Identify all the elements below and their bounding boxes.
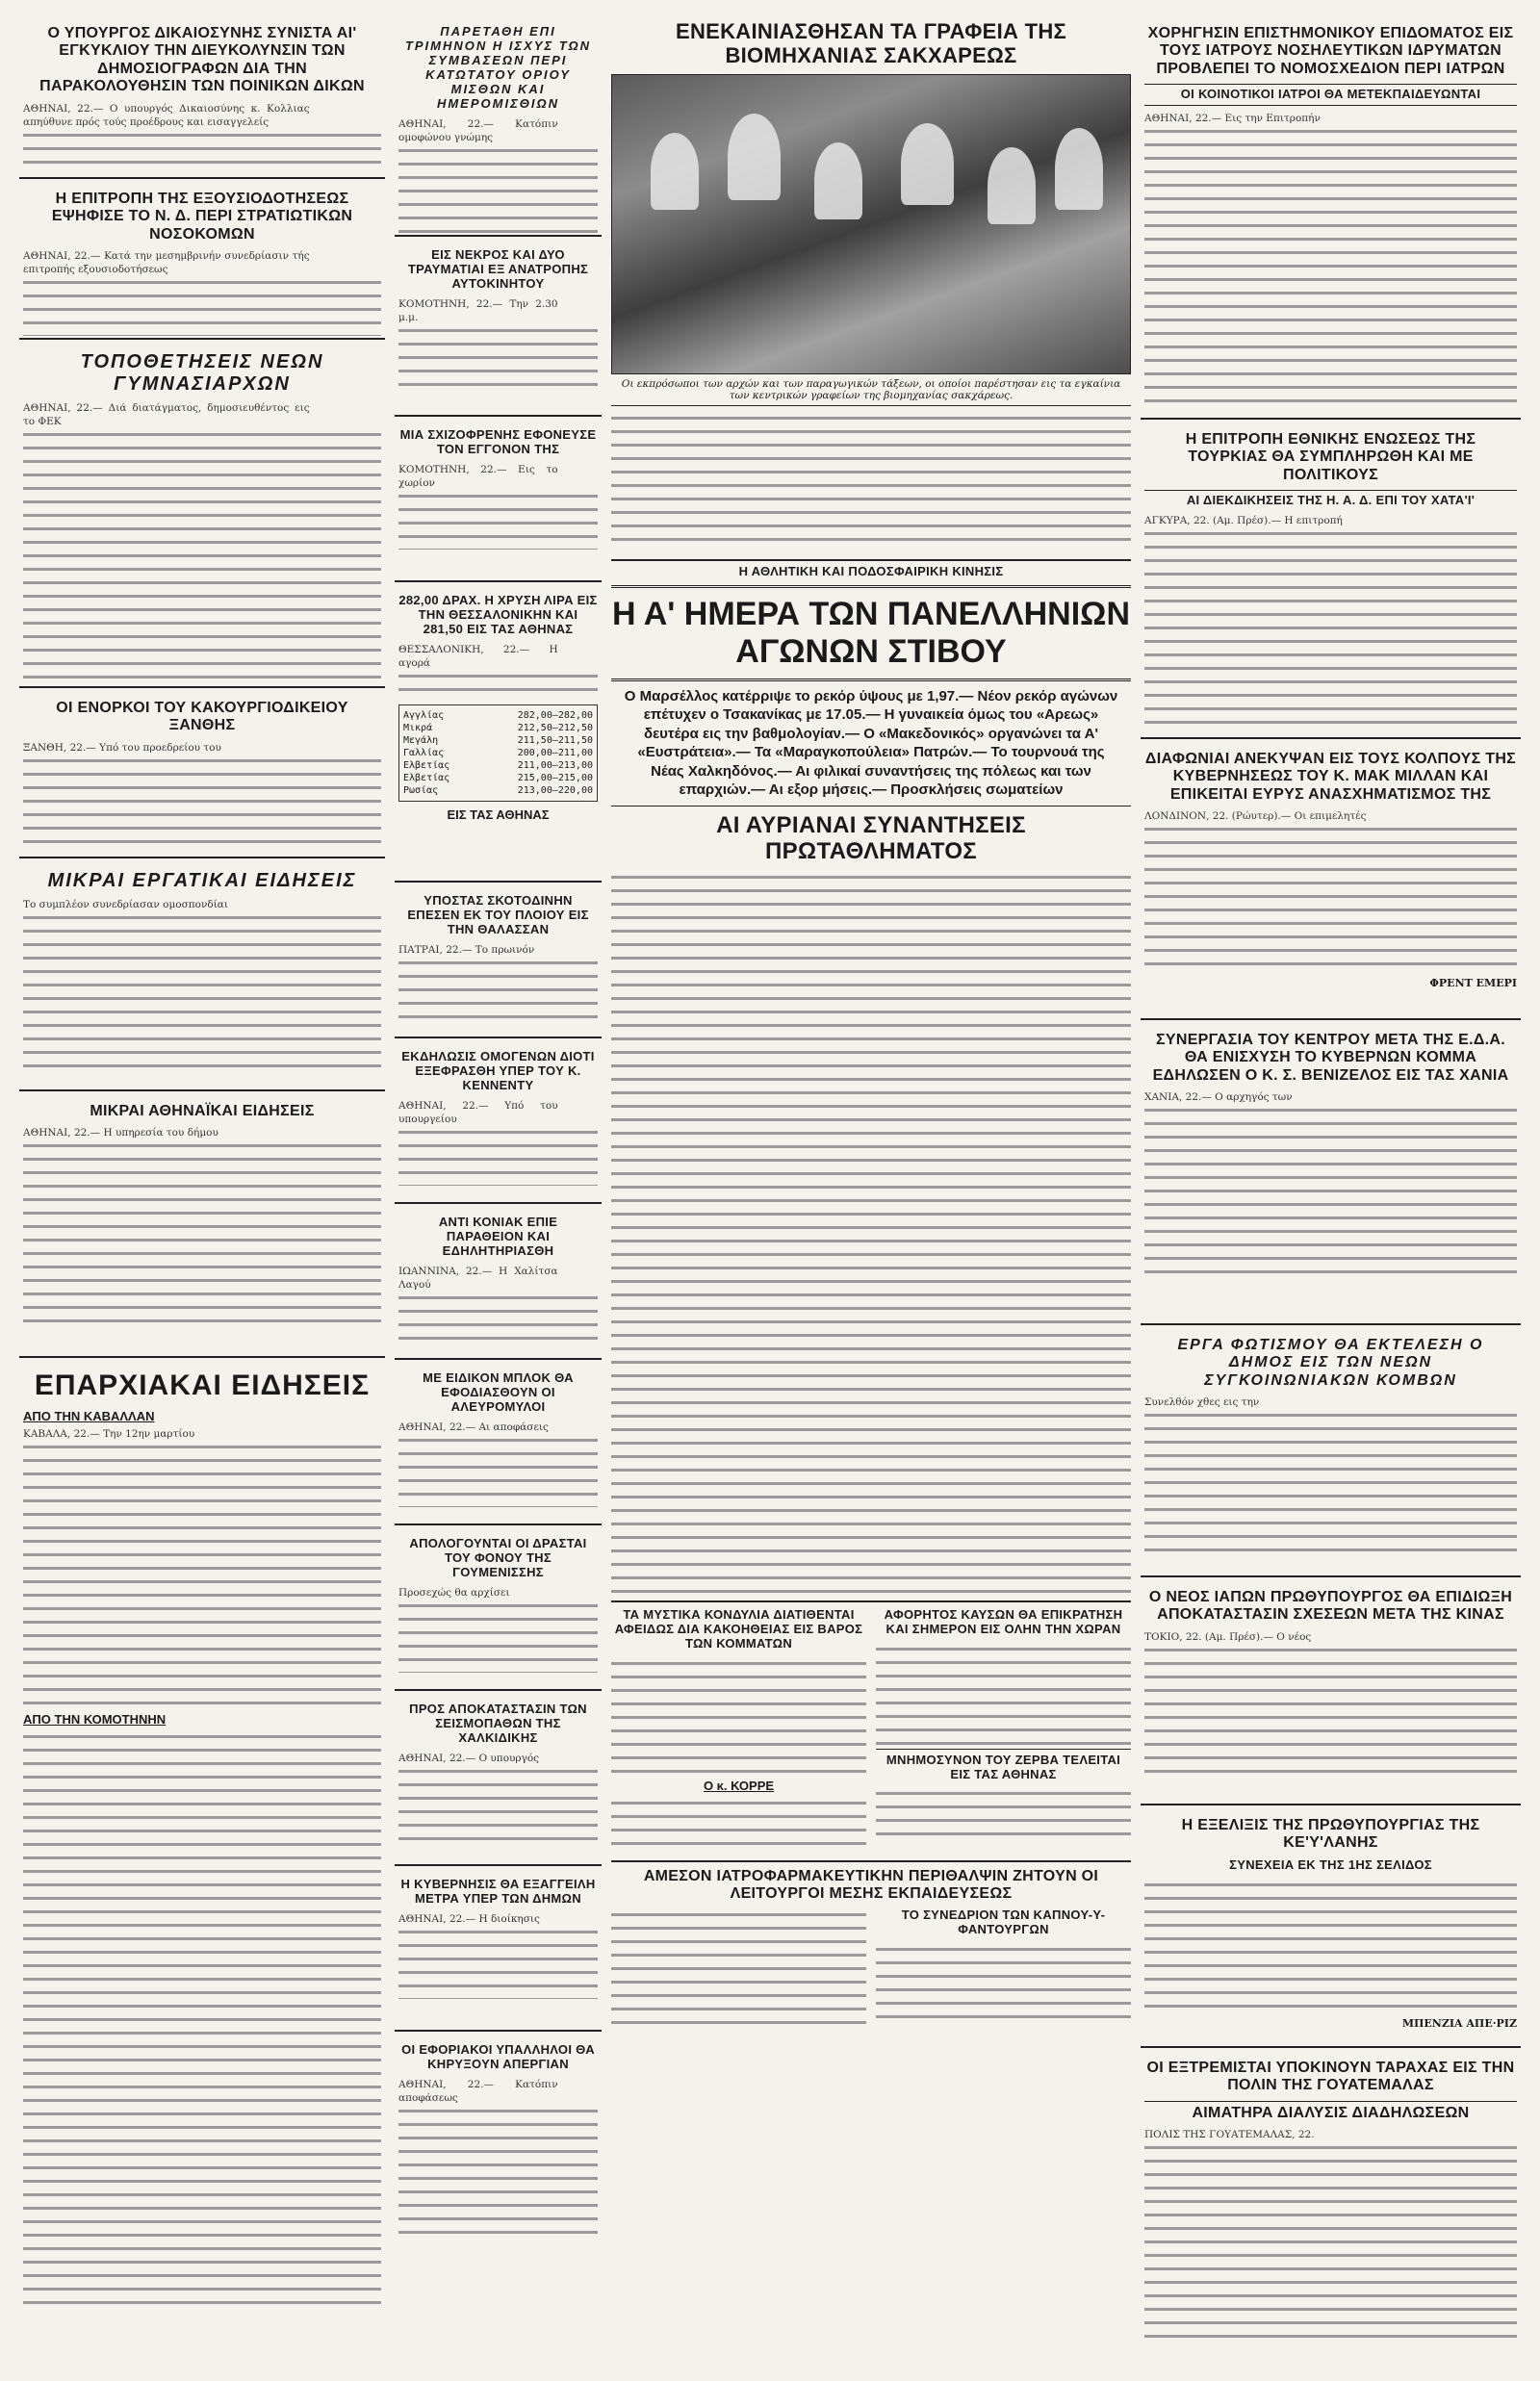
body-text: ΑΘΗΝΑΙ, 22.— Διά διατάγματος, δημοσιευθέντος εις το ΦΕΚ (23, 401, 381, 688)
article-macmillan (1141, 745, 1521, 1020)
subheadline: ΣΥΝΕΧΕΙΑ ΕΚ ΤΗΣ 1ΗΣ ΣΕΛΙΔΟΣ (1229, 1856, 1432, 1872)
price-value: 211,00—213,00 (517, 759, 593, 771)
headline: ΧΟΡΗΓΗΣΙΝ ΕΠΙΣΤΗΜΟΝΙΚΟΥ ΕΠΙΔΟΜΑΤΟΣ ΕΙΣ ΤΟΥΣ ΙΑΤΡΟΥΣ ΝΟΣΗΛΕΥΤΙΚΩΝ ΙΔΡΥΜΑΤΩΝ ΠΡΟΒΛΕΠΕΙ ΤΟ ΝΟΜΟΣΧΕΔΙΟΝ ΠΕΡΙ ΙΑΤΡΩΝ (1147, 25, 1514, 77)
article-athens-news (19, 1097, 385, 1358)
article-guatemala (1141, 2054, 1521, 2375)
article-sugar-industry (611, 19, 1131, 551)
article-flour-mills (395, 1366, 602, 1525)
body-text: ΑΓΚΥΡΑ, 22. (Αμ. Πρέσ).— Η επιτροπή (1144, 514, 1517, 726)
price-name: Ελβετίας (403, 772, 450, 783)
subheadline: ΟΙ ΚΟΙΝΟΤΙΚΟΙ ΙΑΤΡΟΙ ΘΑ ΜΕΤΕΚΠΑΙΔΕΥΩΝΤΑΙ (1144, 84, 1517, 106)
column-3 (611, 19, 1131, 2024)
article-xanthi-jurors (19, 694, 385, 858)
price-row (403, 734, 593, 747)
price-value: 213,00—220,00 (517, 784, 593, 796)
headline: ΑΜΕΣΟΝ ΙΑΤΡΟΦΑΡΜΑΚΕΥΤΙΚΗΝ ΠΕΡΙΘΑΛΨΙΝ ΖΗΤΟΥΝ ΟΙ ΛΕΙΤΟΥΡΓΟΙ ΜΕΣΗΣ ΕΚΠΑΙΔΕΥΣΕΩΣ (643, 1867, 1099, 1902)
subheadline: ΑΙΜΑΤΗΡΑ ΔΙΑΛΥΣΙΣ ΔΙΑΔΗΛΩΣΕΩΝ (1144, 2101, 1517, 2122)
price-name: Αγγλίας (403, 709, 445, 721)
price-row (403, 772, 593, 784)
price-name: Ρωσίας (403, 784, 439, 796)
article-medical-care (611, 1860, 1131, 2025)
headline: ΜΙΚΡΑΙ ΑΘΗΝΑΪΚΑΙ ΕΙΔΗΣΕΙΣ (90, 1103, 315, 1119)
article-schizophrenic (395, 422, 602, 582)
byline: ΦΡΕΝΤ ΕΜΕΡΙ (1429, 977, 1517, 990)
headline: ΕΝΕΚΑΙΝΙΑΣΘΗΣΑΝ ΤΑ ΓΡΑΦΕΙΑ ΤΗΣ ΒΙΟΜΗΧΑΝΙΑΣ ΣΑΚΧΑΡΕΩΣ (675, 19, 1067, 68)
column-1 (19, 19, 385, 2365)
body-text (611, 1657, 866, 1773)
article-municipalities (395, 1872, 602, 2032)
headline: ΜΝΗΜΟΣΥΝΟΝ ΤΟΥ ΖΕΡΒΑ ΤΕΛΕΙΤΑΙ ΕΙΣ ΤΑΣ ΑΘΗΝΑΣ (876, 1749, 1131, 1782)
price-name: Μεγάλη (403, 734, 439, 746)
body-text: ΑΘΗΝΑΙ, 22.— Ο υπουργός (398, 1752, 598, 1848)
article-japan-china (1141, 1583, 1521, 1805)
photo-inauguration (611, 74, 1131, 374)
price-name: Ελβετίας (403, 759, 450, 771)
headline: ΕΠΑΡΧΙΑΚΑΙ ΕΙΔΗΣΕΙΣ (34, 1370, 371, 1401)
body-text (611, 412, 1131, 551)
price-row (403, 747, 593, 759)
headline: ΜΙΑ ΣΧΙΖΟΦΡΕΝΗΣ ΕΦΟΝΕΥΣΕ ΤΟΝ ΕΓΓΟΝΟΝ ΤΗΣ (399, 427, 597, 456)
body-text: ΚΑΒΑΛΑ, 22.— Την 12ην μαρτίου (23, 1427, 381, 1706)
price-value: 215,00—215,00 (517, 772, 593, 783)
price-value: 282,00—282,00 (517, 709, 593, 721)
body-text (1144, 1879, 1517, 2013)
body-text (876, 1787, 1131, 1835)
headline: Η ΕΠΙΤΡΟΠΗ ΕΘΝΙΚΗΣ ΕΝΩΣΕΩΣ ΤΗΣ ΤΟΥΡΚΙΑΣ ΘΑ ΣΥΜΠΛΗΡΩΘΗ ΚΑΙ ΜΕ ΠΟΛΙΤΙΚΟΥΣ (1185, 431, 1476, 483)
body-text: Προσεχώς θα αρχίσει (398, 1586, 598, 1673)
article-doctors-bill (1141, 19, 1521, 420)
article-military-hospitals (19, 185, 385, 340)
body-text (23, 1730, 381, 2308)
headline: ΠΑΡΕΤΑΘΗ ΕΠΙ ΤΡΙΜΗΝΟΝ Η ΙΣΧΥΣ ΤΩΝ ΣΥΜΒΑΣΕΩΝ ΠΕΡΙ ΚΑΤΩΤΑΤΟΥ ΟΡΙΟΥ ΜΙΣΘΩΝ ΚΑΙ ΗΜΕΡΟΜΙΣΘΙΩΝ (404, 24, 592, 111)
body-text: ΤΟΚΙΟ, 22. (Αμ. Πρέσ).— Ο νέος (1144, 1630, 1517, 1775)
price-row (403, 709, 593, 722)
article-venizelos (1141, 1026, 1521, 1325)
price-value: 211,50—211,50 (517, 734, 593, 746)
body-text: ΑΘΗΝΑΙ, 22.— Υπό του υπουργείου (398, 1099, 598, 1186)
headline: ΜΕ ΕΙΔΙΚΟΝ ΜΠΛΟΚ ΘΑ ΕΦΟΔΙΑΣΘΟΥΝ ΟΙ ΑΛΕΥΡΟΜΥΛΟΙ (423, 1370, 574, 1414)
headline: ΥΠΟΣΤΑΣ ΣΚΟΤΟΔΙΝΗΝ ΕΠΕΣΕΝ ΕΚ ΤΟΥ ΠΛΟΙΟΥ ΕΙΣ ΤΗΝ ΘΑΛΑΣΣΑΝ (407, 893, 589, 936)
body-text: ΑΘΗΝΑΙ, 22.— Εις την Επιτροπήν (1144, 112, 1517, 410)
price-value: 212,50—212,50 (517, 722, 593, 733)
body-text: ΧΑΝΙΑ, 22.— Ο αρχηγός των (1144, 1090, 1517, 1283)
article-labor-news (19, 864, 385, 1091)
headline: ΕΙΣ ΝΕΚΡΟΣ ΚΑΙ ΔΥΟ ΤΡΑΥΜΑΤΙΑΙ ΕΞ ΑΝΑΤΡΟΠΗΣ ΑΥΤΟΚΙΝΗΤΟΥ (407, 247, 589, 291)
article-tax-strike (395, 2037, 602, 2272)
subheadline: ΑΙ ΔΙΕΚΔΙΚΗΣΕΙΣ ΤΗΣ Η. Α. Δ. ΕΠΙ ΤΟΥ ΧΑΤΑ'Ι' (1144, 490, 1517, 508)
headline: ΜΙΚΡΑΙ ΕΡΓΑΤΙΚΑΙ ΕΙΔΗΣΕΙΣ (47, 870, 357, 891)
body-text: ΠΑΤΡΑΙ, 22.— Το πρωινόν (398, 943, 598, 1020)
body-text (876, 1643, 1131, 1749)
headline: Η ΕΠΙΤΡΟΠΗ ΤΗΣ ΕΞΟΥΣΙΟΔΟΤΗΣΕΩΣ ΕΨΗΦΙΣΕ ΤΟ Ν. Δ. ΠΕΡΙ ΣΤΡΑΤΙΩΤΙΚΩΝ ΝΟΣΟΚΟΜΩΝ (51, 191, 353, 243)
headline: ΑΠΟΛΟΓΟΥΝΤΑΙ ΟΙ ΔΡΑΣΤΑΙ ΤΟΥ ΦΟΝΟΥ ΤΗΣ ΓΟΥΜΕΝΙΣΣΗΣ (409, 1536, 587, 1579)
article-turkey-committee (1141, 425, 1521, 739)
body-text: ΚΟΜΟΤΗΝΗ, 22.— Εις το χωρίον (398, 463, 598, 550)
photo-caption: Οι εκπρόσωποι των αρχών και των παραγωγικών τάξεων, οι οποίοι παρέστησαν εις τα εγκαίνια των κεντρικών γραφείων της βιομηχανίας σακχάρεως. (611, 374, 1131, 406)
article-heatwave (876, 1608, 1131, 1855)
headline: Η ΚΥΒΕΡΝΗΣΙΣ ΘΑ ΕΞΑΓΓΕΙΛΗ ΜΕΤΡΑ ΥΠΕΡ ΤΩΝ ΔΗΜΩΝ (400, 1877, 596, 1906)
headline: ΠΡΟΣ ΑΠΟΚΑΤΑΣΤΑΣΙΝ ΤΩΝ ΣΕΙΣΜΟΠΑΘΩΝ ΤΗΣ ΧΑΛΚΙΔΙΚΗΣ (409, 1702, 587, 1745)
lead-paragraph: Ο Μαρσέλλος κατέρριψε το ρεκόρ ύψους με 1,97.— Νέον ρεκόρ αγώνων επέτυχεν ο Τσακανίκας με 17.05.— Η γυναικεία όμως του «Αρεως» δευτέρα εις την βαθμολογίαν.— Ο «Μακεδονικός» οργανώνει τα Α' «Ευστράτεια».— Τα «Μαραγκοπούλεια» Πατρών.— Το τουρνουά της Νέας Χαλκηδόνος.— Αι φιλικαί συναντήσεις της πόλεως και των επαρχιών.— Αι εξορ μήσεις.— Προσκλήσεις σωματείων (624, 687, 1118, 799)
body-text: ΑΘΗΝΑΙ, 22.— Κατόπιν ομοφώνου γνώμης (398, 117, 598, 237)
headline: Η ΕΞΕΛΙΞΙΣ ΤΗΣ ΠΡΩΘΥΠΟΥΡΓΙΑΣ ΤΗΣ ΚΕ'Υ'ΛΑΝΗΣ (1181, 1817, 1480, 1852)
price-name: Γαλλίας (403, 747, 445, 758)
body-text (611, 1908, 866, 2024)
headline: ΤΑ ΜΥΣΤΙΚΑ ΚΟΝΔΥΛΙΑ ΔΙΑΤΙΘΕΝΤΑΙ ΑΦΕΙΔΩΣ ΔΙΑ ΚΑΚΟΗΘΕΙΑΣ ΕΙΣ ΒΑΡΟΣ ΤΩΝ ΚΟΜΜΑΤΩΝ (614, 1606, 863, 1651)
body-text (611, 1797, 866, 1855)
article-goumenissa (395, 1531, 602, 1691)
headline: 282,00 ΔΡΑΧ. Η ΧΡΥΣΗ ΛΙΡΑ ΕΙΣ ΤΗΝ ΘΕΣΣΑΛΟΝΙΚΗΝ ΚΑΙ 281,50 ΕΙΣ ΤΑΣ ΑΘΗΝΑΣ (398, 593, 598, 636)
article-dizziness-sea (395, 888, 602, 1038)
body-text: ΑΘΗΝΑΙ, 22.— Ο υπουργός Δικαιοσύνης κ. Κολλιας απηύθυνε πρός τούς προέδρους και εισαγγελείς (23, 102, 381, 169)
body-text: ΘΕΣΣΑΛΟΝΙΚΗ, 22.— Η αγορά (398, 643, 598, 701)
bottom-row (611, 1600, 1131, 1855)
article-justice-minister (19, 19, 385, 179)
body-text (611, 871, 1131, 1593)
body-text: ΚΟΜΟΤΗΝΗ, 22.— Την 2.30 μ.μ. (398, 297, 598, 394)
article-earthquake (395, 1697, 602, 1866)
article-minimum-wage (395, 19, 602, 237)
body-text: ΛΟΝΔΙΝΟΝ, 22. (Ρώυτερ).— Οι επιμελητές (1144, 809, 1517, 973)
article-car-accident (395, 243, 602, 417)
column-4 (1141, 19, 1521, 2381)
article-secret-funds (611, 1608, 866, 1855)
headline: ΟΙ ΕΝΟΡΚΟΙ ΤΟΥ ΚΑΚΟΥΡΓΙΟΔΙΚΕΙΟΥ ΞΑΝΘΗΣ (56, 700, 348, 734)
body-text: ΑΘΗΝΑΙ, 22.— Η υπηρεσία του δήμου (23, 1126, 381, 1333)
article-lighting-works (1141, 1331, 1521, 1577)
headline: ΤΟΠΟΘΕΤΗΣΕΙΣ ΝΕΩΝ ΓΥΜΝΑΣΙΑΡΧΩΝ (80, 351, 324, 395)
price-row (403, 759, 593, 772)
subheading: ΑΠΟ ΤΗΝ ΚΟΜΟΤΗΝΗΝ (23, 1711, 167, 1727)
body-text (876, 1943, 1131, 2020)
body-text: ΠΟΛΙΣ ΤΗΣ ΓΟΥΑΤΕΜΑΛΑΣ, 22. (1144, 2128, 1517, 2340)
article-provincial-news (19, 1364, 385, 2359)
article-athletics (611, 559, 1131, 1593)
price-value: 200,00—211,00 (517, 747, 593, 758)
kicker: Η ΑΘΛΗΤΙΚΗ ΚΑΙ ΠΟΔΟΣΦΑΙΡΙΚΗ ΚΙΝΗΣΙΣ (611, 559, 1131, 579)
body-text: ΑΘΗΝΑΙ, 22.— Κατόπιν αποφάσεως (398, 2078, 598, 2241)
column-2 (395, 19, 602, 2278)
article-ceylon (1141, 1811, 1521, 2048)
byline: ΜΠΕΝΖΙΑ ΑΠΕ·ΡΙΖ (1401, 2016, 1517, 2030)
headline: ΟΙ ΕΞΤΡΕΜΙΣΤΑΙ ΥΠΟΚΙΝΟΥΝ ΤΑΡΑΧΑΣ ΕΙΣ ΤΗΝ ΠΟΛΙΝ ΤΗΣ ΓΟΥΑΤΕΜΑΛΑΣ (1146, 2060, 1515, 2094)
subheading: Ο κ. ΚΟΡΡΕ (703, 1778, 775, 1793)
banner-headline: Η Α' ΗΜΕΡΑ ΤΩΝ ΠΑΝΕΛΛΗΝΙΩΝ ΑΓΩΝΩΝ ΣΤΙΒΟΥ (611, 585, 1131, 681)
headline: ΕΡΓΑ ΦΩΤΙΣΜΟΥ ΘΑ ΕΚΤΕΛΕΣΗ Ο ΔΗΜΟΣ ΕΙΣ ΤΩΝ ΝΕΩΝ ΣΥΓΚΟΙΝΩΝΙΑΚΩΝ ΚΟΜΒΩΝ (1177, 1337, 1484, 1389)
price-name: Μικρά (403, 722, 433, 733)
article-gymnasiarchs (19, 346, 385, 688)
price-table (398, 704, 598, 802)
body-text: ΞΑΝΘΗ, 22.— Υπό του προεδρείου του (23, 741, 381, 852)
headline: ΔΙΑΦΩΝΙΑΙ ΑΝΕΚΥΨΑΝ ΕΙΣ ΤΟΥΣ ΚΟΛΠΟΥΣ ΤΗΣ ΚΥΒΕΡΝΗΣΕΩΣ ΤΟΥ Κ. ΜΑΚ ΜΙΛΛΑΝ ΚΑΙ ΕΠΙΚΕΙΤΑΙ ΕΥΡΥΣ ΑΝΑΣΧΗΜΑΤΙΣΜΟΣ ΤΗΣ (1144, 751, 1517, 803)
article-gold-pound (395, 588, 602, 883)
headline: ΤΟ ΣΥΝΕΔΡΙΟΝ ΤΩΝ ΚΑΠΝΟΥ-Υ-ΦΑΝΤΟΥΡΓΩΝ (901, 1907, 1106, 1937)
body-text: Το συμπλέον συνεδρίασαν ομοσπονδίαι (23, 898, 381, 1071)
article-kennedy (395, 1044, 602, 1204)
article-cognac (395, 1210, 602, 1360)
price-row (403, 784, 593, 797)
subheading: ΑΠΟ ΤΗΝ ΚΑΒΑΛΛΑΝ (23, 1408, 155, 1423)
body-text: ΑΘΗΝΑΙ, 22.— Η διοίκησις (398, 1912, 598, 1999)
headline: ΕΚΔΗΛΩΣΙΣ ΟΜΟΓΕΝΩΝ ΔΙΟΤΙ ΕΞΕΦΡΑΣΘΗ ΥΠΕΡ ΤΟΥ Κ. ΚΕΝΝΕΝΤΥ (401, 1049, 595, 1092)
price-row (403, 722, 593, 734)
headline: ΑΙ ΑΥΡΙΑΝΑΙ ΣΥΝΑΝΤΗΣΕΙΣ ΠΡΩΤΑΘΛΗΜΑΤΟΣ (611, 806, 1131, 865)
headline: Ο ΝΕΟΣ ΙΑΠΩΝ ΠΡΩΘΥΠΟΥΡΓΟΣ ΘΑ ΕΠΙΔΙΩΞΗ ΑΠΟΚΑΤΑΣΤΑΣΙΝ ΣΧΕΣΕΩΝ ΜΕΤΑ ΤΗΣ ΚΙΝΑΣ (1148, 1589, 1513, 1624)
headline: ΟΙ ΕΦΟΡΙΑΚΟΙ ΥΠΑΛΛΗΛΟΙ ΘΑ ΚΗΡΥΞΟΥΝ ΑΠΕΡΓΙΑΝ (401, 2042, 595, 2071)
body-text: ΑΘΗΝΑΙ, 22.— Κατά την μεσημβρινήν συνεδρίασιν τής επιτροπής εξουσιοδοτήσεως (23, 249, 381, 336)
body-text: ΑΘΗΝΑΙ, 22.— Αι αποφάσεις (398, 1421, 598, 1507)
headline: ΑΝΤΙ ΚΟΝΙΑΚ ΕΠΙΕ ΠΑΡΑΘΕΙΟΝ ΚΑΙ ΕΔΗΛΗΤΗΡΙΑΣΘΗ (438, 1215, 558, 1258)
body-text: ΙΩΑΝΝΙΝΑ, 22.— Η Χαλίτσα Λαγού (398, 1265, 598, 1342)
body-text: Συνελθόν χθες εις την (1144, 1395, 1517, 1559)
headline: ΑΦΟΡΗΤΟΣ ΚΑΥΣΩΝ ΘΑ ΕΠΙΚΡΑΤΗΣΗ ΚΑΙ ΣΗΜΕΡΟΝ ΕΙΣ ΟΛΗΝ ΤΗΝ ΧΩΡΑΝ (884, 1606, 1123, 1636)
headline: Ο ΥΠΟΥΡΓΟΣ ΔΙΚΑΙΟΣΥΝΗΣ ΣΥΝΙΣΤΑ ΑΙ' ΕΓΚΥΚΛΙΟΥ ΤΗΝ ΔΙΕΥΚΟΛΥΝΣΙΝ ΤΩΝ ΔΗΜΟΣΙΟΓΡΑΦΩΝ ΔΙΑ ΤΗΝ ΠΑΡΑΚΟΛΟΥΘΗΣΙΝ ΤΩΝ ΠΟΙΝΙΚΩΝ ΔΙΚΩΝ (39, 25, 365, 95)
article-tobacco-congress (876, 1908, 1131, 2024)
headline: ΣΥΝΕΡΓΑΣΙΑ ΤΟΥ ΚΕΝΤΡΟΥ ΜΕΤΑ ΤΗΣ Ε.Δ.Α. ΘΑ ΕΝΙΣΧΥΣΗ ΤΟ ΚΥΒΕΡΝΩΝ ΚΟΜΜΑ ΕΔΗΛΩΣΕΝ Ο Κ. Σ. ΒΕΝΙΖΕΛΟΣ ΕΙΣ ΤΑΣ ΧΑΝΙΑ (1152, 1032, 1509, 1084)
subheading: ΕΙΣ ΤΑΣ ΑΘΗΝΑΣ (447, 806, 550, 822)
